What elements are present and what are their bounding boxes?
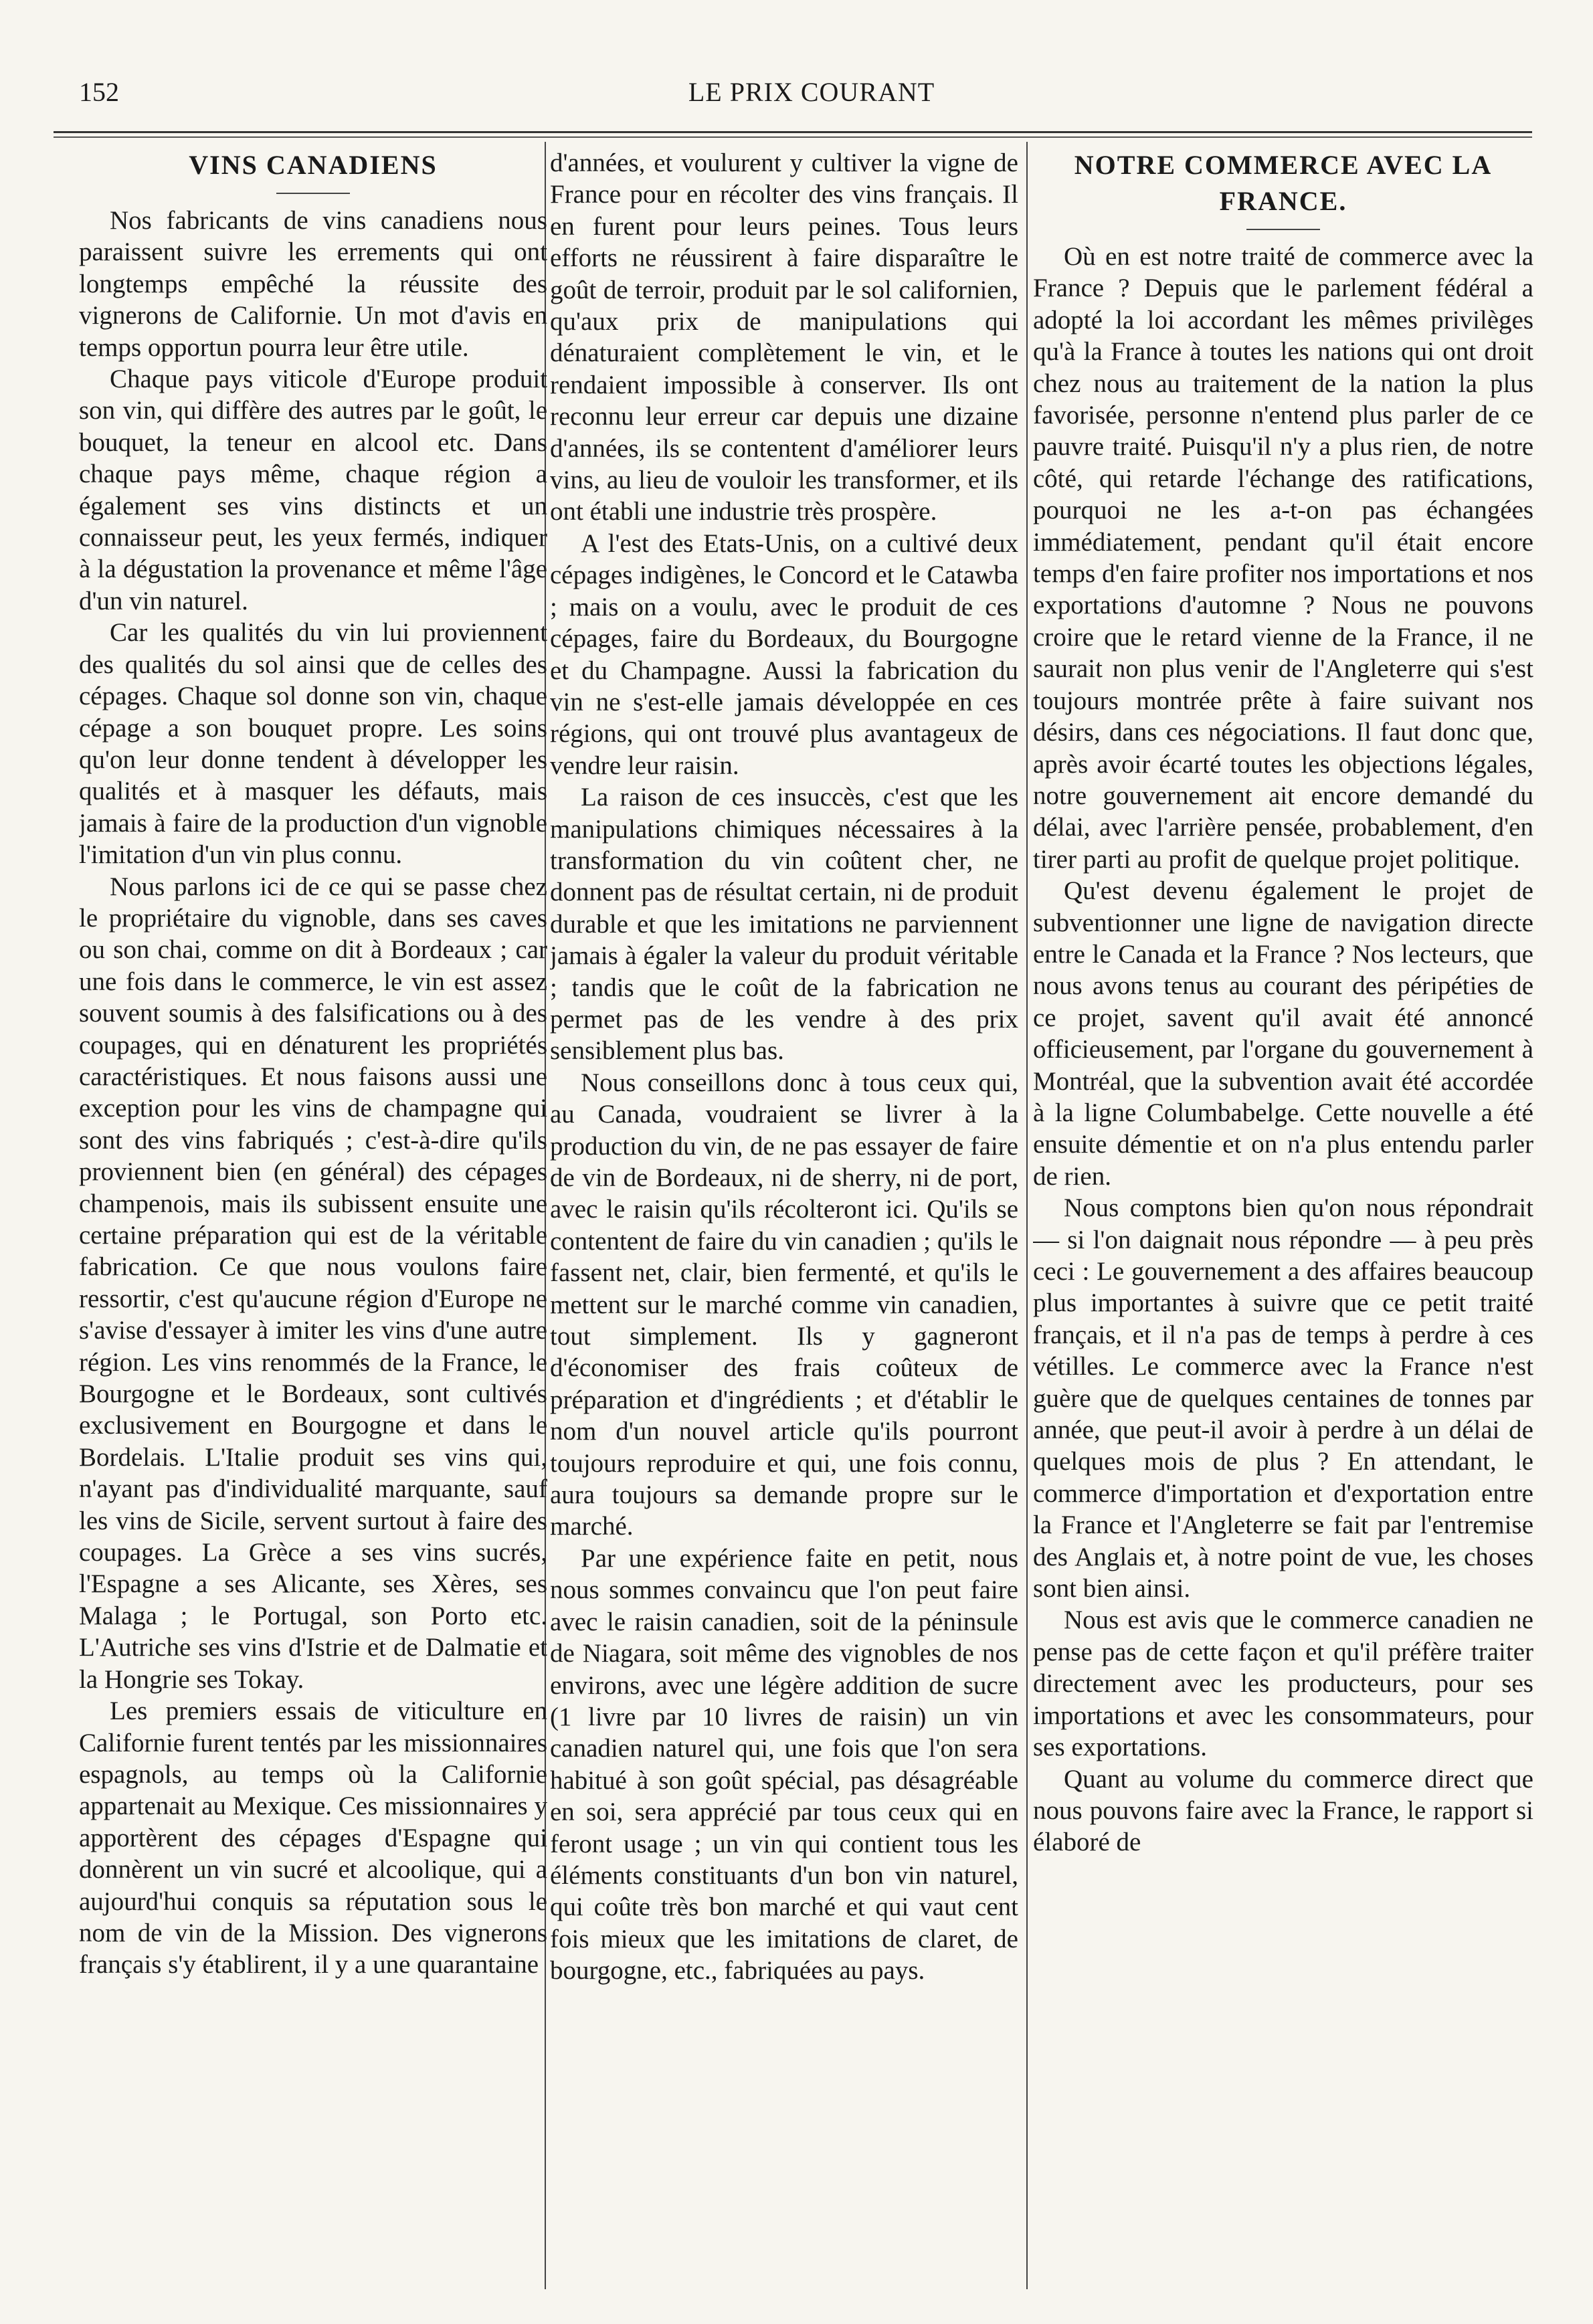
header-rule [54,131,1532,133]
article-title: VINS CANADIENS [189,150,438,180]
page-number: 152 [79,77,119,107]
page-header [79,62,1544,115]
column-2 [550,147,1018,2288]
journal-title: LE PRIX COURANT [688,77,935,107]
paragraph: La raison de ces insuccès, c'est que les manipulations chimiques nécessaires à la transformation du vin coûtent cher, ne donnent pas de résultat certain, ni de produit durable et que les imitations ne parviennent jamais à égaler la valeur du produit véritable ; tandis que le coût de la fabrication ne permet pas de les vendre à des prix sensiblement plus bas. [550,783,1018,1066]
paragraph: Nous comptons bien qu'on nous répondrait — si l'on daignait nous répondre — à peu près ceci : Le gouvernement a des affaires beaucoup plus importantes à suivre que ce petit traité français, et il n'a pas de temps à perdre à ces vétilles. Le commerce avec la France n'est guère que de quelques centaines de tonnes par année, que peut-il avoir à perdre à un délai de quelques mois de plus ? En attendant, le commerce d'importation et d'exportation entre la France et l'Angleterre se fait par l'entremise des Anglais et, à notre point de vue, les choses sont bien ainsi. [1033,1193,1533,1604]
paragraph: Nous conseillons donc à tous ceux qui, au Canada, voudraient se livrer à la production du vin, de ne pas essayer de faire de vin de Bordeaux, ni de sherry, ni de port, avec le raisin qu'ils récolteront ici. Qu'ils se contentent de faire du vin canadien ; qu'ils le fassent net, clair, bien fermenté, et qu'ils le mettent sur le marché comme vin canadien, tout simplement. Ils y gagneront d'économiser des frais coûteux de préparation et d'ingrédients ; et d'établir le nom d'un nouvel article qu'ils pourront toujours reproduire et qui, une fois connu, aura toujours sa demande propre sur le marché. [550,1068,1018,1541]
article-title [1033,147,1533,219]
header-rule-double [54,136,1532,138]
paragraph: Nous parlons ici de ce qui se passe chez le propriétaire du vignoble, dans ses caves ou son chai, comme on dit à Bordeaux ; car une fois dans le commerce, le vin est assez souvent soumis à des falsifications ou à des coupages, qui en dénaturent les propriétés caractéristiques. Et nous faisons aussi une exception pour les vins de champagne qui sont des vins fabriqués ; c'est-à-dire qu'ils proviennent bien (en général) des cépages champenois, mais ils subissent ensuite une certaine préparation qui est de la véritable fabrication. Ce que nous voulons faire ressortir, c'est qu'aucune région d'Europe ne s'avise d'essayer à imiter les vins d'une autre région. Les vins renommés de la France, le Bourgogne et le Bordeaux, sont cultivés exclusivement en Bourgogne et dans le Bordelais. L'Italie produit ses vins qui, n'ayant pas d'individualité marquante, sauf les vins de Sicile, servent surtout à faire des coupages. La Grèce a ses vins sucrés, l'Espagne a ses Alicante, ses Xères, ses Malaga ; le Portugal, son Porto etc. L'Autriche ses vins d'Istrie et de Dalmatie et la Hongrie ses Tokay. [79,872,547,1694]
paragraph: Qu'est devenu également le projet de subventionner une ligne de navigation directe entre le Canada et la France ? Nos lecteurs, que nous avons tenus au courant des péripéties de ce projet, savent qu'il avait été annoncé officieusement, par l'organe du gouvernement à Montréal, que la subvention avait été accordée à la ligne Columbabelge. Cette nouvelle a été ensuite démentie et on n'a plus entendu parler de rien. [1033,876,1533,1191]
paragraph: Nous est avis que le commerce canadien ne pense pas de cette façon et qu'il préfère traiter directement avec les producteurs, pour ses importations et avec les consommateurs, pour ses exportations. [1033,1606,1533,1762]
paragraph: Quant au volume du commerce direct que nous pouvons faire avec la France, le rapport si élaboré de [1033,1764,1533,1857]
paragraph-continued: d'années, et voulurent y cultiver la vigne de France pour en récolter des vins français. Il en furent pour leurs peines. Tous leurs efforts ne réussirent à faire disparaître le goût de terroir, produit par le sol californien, qu'aux prix de manipulations qui dénaturaient complètement le vin, et le rendaient impossible à conserver. Ils ont reconnu leur erreur car depuis une dizaine d'années, ils se contentent d'améliorer leurs vins, au lieu de vouloir les transformer, et ils ont établi une industrie très prospère. [550,149,1018,526]
column-1 [79,147,547,2288]
paragraph: Nos fabricants de vins canadiens nous paraissent suivre les errements qui ont longtemps empêché la réussite des vignerons de Californie. Un mot d'avis en temps opportun pourra leur être utile. [79,206,547,362]
article-title-line-1: NOTRE COMMERCE AVEC LA [1074,150,1493,180]
title-separator [1246,229,1320,230]
column-divider-2 [1026,142,1028,2289]
title-separator [276,193,350,194]
article-title-line-2: FRANCE. [1219,186,1347,216]
column-3 [1033,147,1533,2288]
paragraph: Les premiers essais de viticulture en Californie furent tentés par les missionnaires espagnols, au temps où la Californie appartenait au Mexique. Ces missionnaires y apportèrent des cépages d'Espagne qui donnèrent un vin sucré et alcoolique, qui a aujourd'hui conquis sa réputation sous le nom de vin de la Mission. Des vignerons français s'y établirent, il y a une quarantaine [79,1697,547,1979]
paragraph: Chaque pays viticole d'Europe produit son vin, qui diffère des autres par le goût, le bouquet, la teneur en alcool etc. Dans chaque pays même, chaque région a également ses vins distincts et un connaisseur peut, les yeux fermés, indiquer à la dégustation la provenance et même l'âge d'un vin naturel. [79,365,547,615]
paragraph: Par une expérience faite en petit, nous nous sommes convaincu que l'on peut faire avec le raisin canadien, soit de la péninsule de Niagara, soit même des vignobles de nos environs, avec une légère addition de sucre (1 livre par 10 livres de raisin) un vin canadien naturel qui, une fois que l'on sera habitué à son goût spécial, pas désagréable en soi, sera apprécié par tous ceux qui en feront usage ; un vin qui contient tous les éléments constituants d'un bon vin naturel, qui coûte très bon marché et qui vaut cent fois mieux que les imitations de claret, de bourgogne, etc., fabriquées au pays. [550,1543,1018,1986]
paragraph: Où en est notre traité de commerce avec la France ? Depuis que le parlement fédéral a adopté la loi accordant les mêmes privilèges qu'à la France à toutes les nations qui ont droit chez nous au traitement de la nation la plus favorisée, personne n'entend plus parler de ce pauvre traité. Puisqu'il n'y a plus rien, de notre côté, qui retarde l'échange des ratifications, pourquoi ne les a-t-on pas échangées immédiatement, pendant qu'il était encore temps d'en faire profiter nos importations et nos exportations d'automne ? Nous ne pouvons croire que le retard vienne de la France, il ne saurait non plus venir de l'Angleterre qui s'est toujours montrée prête à faire suivant nos désirs, dans ces négociations. Il faut donc que, après avoir écarté toutes les objections légales, notre gouvernement ait encore demandé du délai, avec l'arrière pensée, probablement, d'en tirer parti au profit de quelque projet politique. [1033,242,1533,874]
paragraph: Car les qualités du vin lui proviennent des qualités du sol ainsi que de celles des cépages. Chaque sol donne son vin, chaque cépage a son bouquet propre. Les soins qu'on leur donne tendent à développer les qualités et à masquer les défauts, mais jamais à faire de la production d'un vignoble l'imitation d'un vin plus connu. [79,618,547,870]
paragraph: A l'est des Etats-Unis, on a cultivé deux cépages indigènes, le Concord et le Catawba ; mais on a voulu, avec le produit de ces cépages, faire du Bordeaux, du Bourgogne et du Champagne. Aussi la fabrication du vin ne s'est-elle jamais développée en ces régions, qui ont trouvé plus avantageux de vendre leur raisin. [550,528,1018,780]
